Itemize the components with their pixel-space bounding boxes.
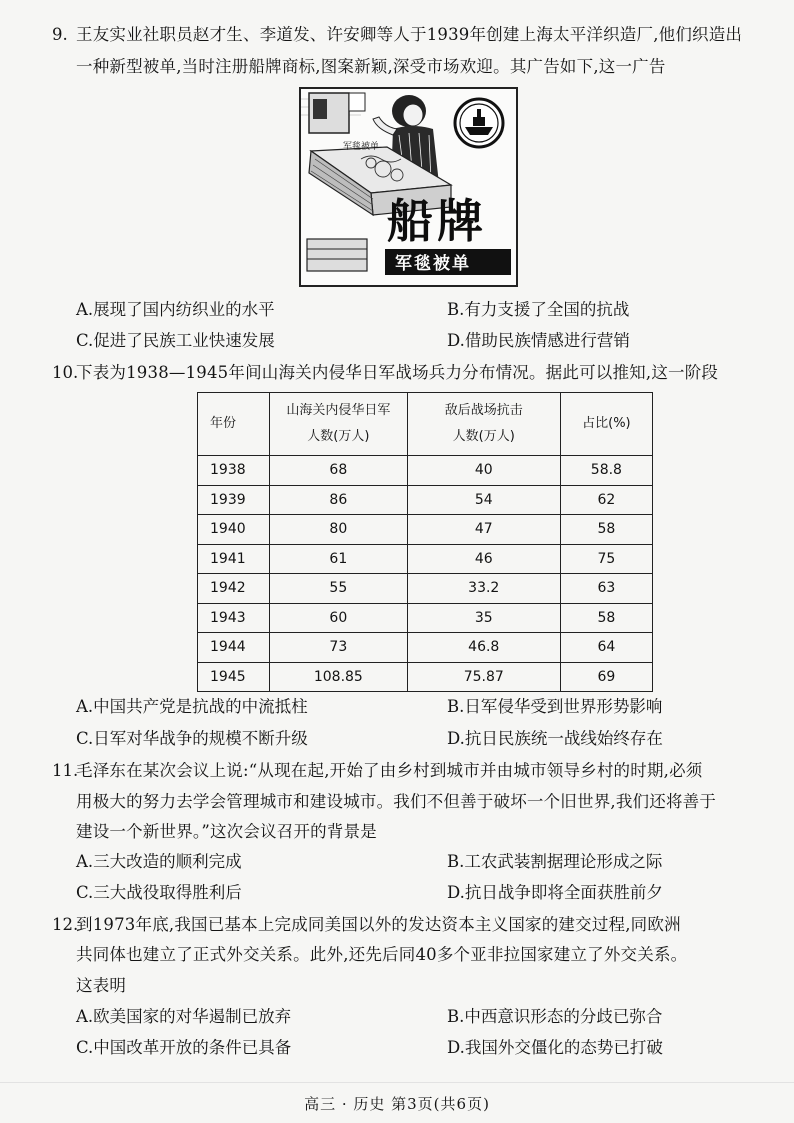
cell-ratio: 58 (560, 603, 652, 633)
header-year: 年份 (198, 393, 270, 456)
table-row (198, 544, 653, 574)
q12-stem-line2: 共同体也建立了正式外交关系。此外,还先后同40多个亚非拉国家建立了外交关系。 (76, 945, 688, 964)
table-row (198, 515, 653, 545)
header-rear-battlefield (407, 393, 560, 456)
q11-option-b: B.工农武装割据理论形成之际 (447, 852, 663, 871)
cell-japanese: 60 (269, 603, 407, 633)
header-ratio: 占比(%) (560, 393, 652, 456)
cell-year: 1944 (198, 633, 270, 663)
cell-year: 1940 (198, 515, 270, 545)
cell-year: 1945 (198, 662, 270, 692)
table-row (198, 633, 653, 663)
q10-stem: 下表为1938—1945年间山海关内侵华日军战场兵力分布情况。据此可以推知,这一阶段 (76, 363, 719, 382)
q12-option-b: B.中西意识形态的分歧已弥合 (447, 1007, 663, 1026)
cell-year: 1943 (198, 603, 270, 633)
q11-stem-line2: 用极大的努力去学会管理城市和建设城市。我们不但善于破坏一个旧世界,我们还将善于 (76, 792, 717, 811)
cell-rear: 35 (407, 603, 560, 633)
q11-number: 11. (52, 761, 79, 780)
q12-number: 12. (52, 915, 79, 934)
header-rear-line2: 人数(万人) (452, 429, 515, 444)
table-row (198, 574, 653, 604)
cell-rear: 75.87 (407, 662, 560, 692)
cell-year: 1941 (198, 544, 270, 574)
cell-ratio: 64 (560, 633, 652, 663)
cell-rear: 46.8 (407, 633, 560, 663)
table-row (198, 662, 653, 692)
cell-year: 1938 (198, 456, 270, 486)
cell-ratio: 58 (560, 515, 652, 545)
ad-brand-title: 船牌 (387, 194, 487, 248)
header-japanese-line1: 山海关内侵华日军 (286, 403, 391, 418)
q11-stem-line3: 建设一个新世界。”这次会议召开的背景是 (76, 822, 377, 841)
q11-option-d: D.抗日战争即将全面获胜前夕 (447, 883, 663, 902)
ad-slogan: 军毯被单 (395, 254, 471, 274)
cell-ratio: 69 (560, 662, 652, 692)
table-header-row (198, 393, 653, 456)
q9-number: 9. (52, 25, 68, 44)
cell-japanese: 68 (269, 456, 407, 486)
table-row (198, 456, 653, 486)
cell-ratio: 58.8 (560, 456, 652, 486)
cell-japanese: 108.85 (269, 662, 407, 692)
q12-option-c: C.中国改革开放的条件已具备 (76, 1038, 292, 1057)
ship-brand-advertisement (299, 87, 518, 287)
cell-year: 1942 (198, 574, 270, 604)
cell-ratio: 62 (560, 485, 652, 515)
q12-stem-line3: 这表明 (76, 976, 127, 995)
header-japanese-troops (269, 393, 407, 456)
header-japanese-line2: 人数(万人) (307, 429, 370, 444)
blanket-label: 军毯被单 (343, 142, 380, 152)
q12-option-d: D.我国外交僵化的态势已打破 (447, 1038, 663, 1057)
q12-option-a: A.欧美国家的对华遏制已放弃 (76, 1007, 292, 1026)
cell-rear: 46 (407, 544, 560, 574)
cell-rear: 47 (407, 515, 560, 545)
cell-rear: 33.2 (407, 574, 560, 604)
cell-ratio: 75 (560, 544, 652, 574)
cell-year: 1939 (198, 485, 270, 515)
q9-option-d: D.借助民族情感进行营销 (447, 331, 630, 350)
q11-stem-line1: 毛泽东在某次会议上说:“从现在起,开始了由乡村到城市并由城市领导乡村的时期,必须 (76, 761, 703, 780)
advertisement-illustration (301, 89, 516, 285)
cell-japanese: 73 (269, 633, 407, 663)
table-row (198, 485, 653, 515)
cell-rear: 40 (407, 456, 560, 486)
q12-stem-line1: 到1973年底,我国已基本上完成同美国以外的发达资本主义国家的建交过程,同欧洲 (76, 915, 681, 934)
footer-divider (0, 1082, 794, 1083)
cell-japanese: 86 (269, 485, 407, 515)
q10-option-a: A.中国共产党是抗战的中流抵柱 (76, 697, 308, 716)
header-rear-line1: 敌后战场抗击 (444, 403, 523, 418)
q10-number: 10. (52, 363, 79, 382)
q9-option-a: A.展现了国内纺织业的水平 (76, 300, 275, 319)
q10-option-b: B.日军侵华受到世界形势影响 (447, 697, 663, 716)
q11-option-c: C.三大战役取得胜利后 (76, 883, 242, 902)
q9-option-c: C.促进了民族工业快速发展 (76, 331, 275, 350)
cell-rear: 54 (407, 485, 560, 515)
table-row (198, 603, 653, 633)
cell-ratio: 63 (560, 574, 652, 604)
q11-option-a: A.三大改造的顺利完成 (76, 852, 242, 871)
q9-stem-line1: 王友实业社职员赵才生、李道发、许安卿等人于1939年创建上海太平洋织造厂,他们织造出 (76, 25, 743, 44)
troop-distribution-table (197, 392, 653, 692)
cell-japanese: 61 (269, 544, 407, 574)
q9-stem-line2: 一种新型被单,当时注册船牌商标,图案新颖,深受市场欢迎。其广告如下,这一广告 (76, 57, 666, 76)
q10-option-d: D.抗日民族统一战线始终存在 (447, 729, 663, 748)
q10-option-c: C.日军对华战争的规模不断升级 (76, 729, 308, 748)
cell-japanese: 55 (269, 574, 407, 604)
q9-option-b: B.有力支援了全国的抗战 (447, 300, 630, 319)
cell-japanese: 80 (269, 515, 407, 545)
page-footer: 高三 · 历史 第3页(共6页) (304, 1095, 490, 1113)
